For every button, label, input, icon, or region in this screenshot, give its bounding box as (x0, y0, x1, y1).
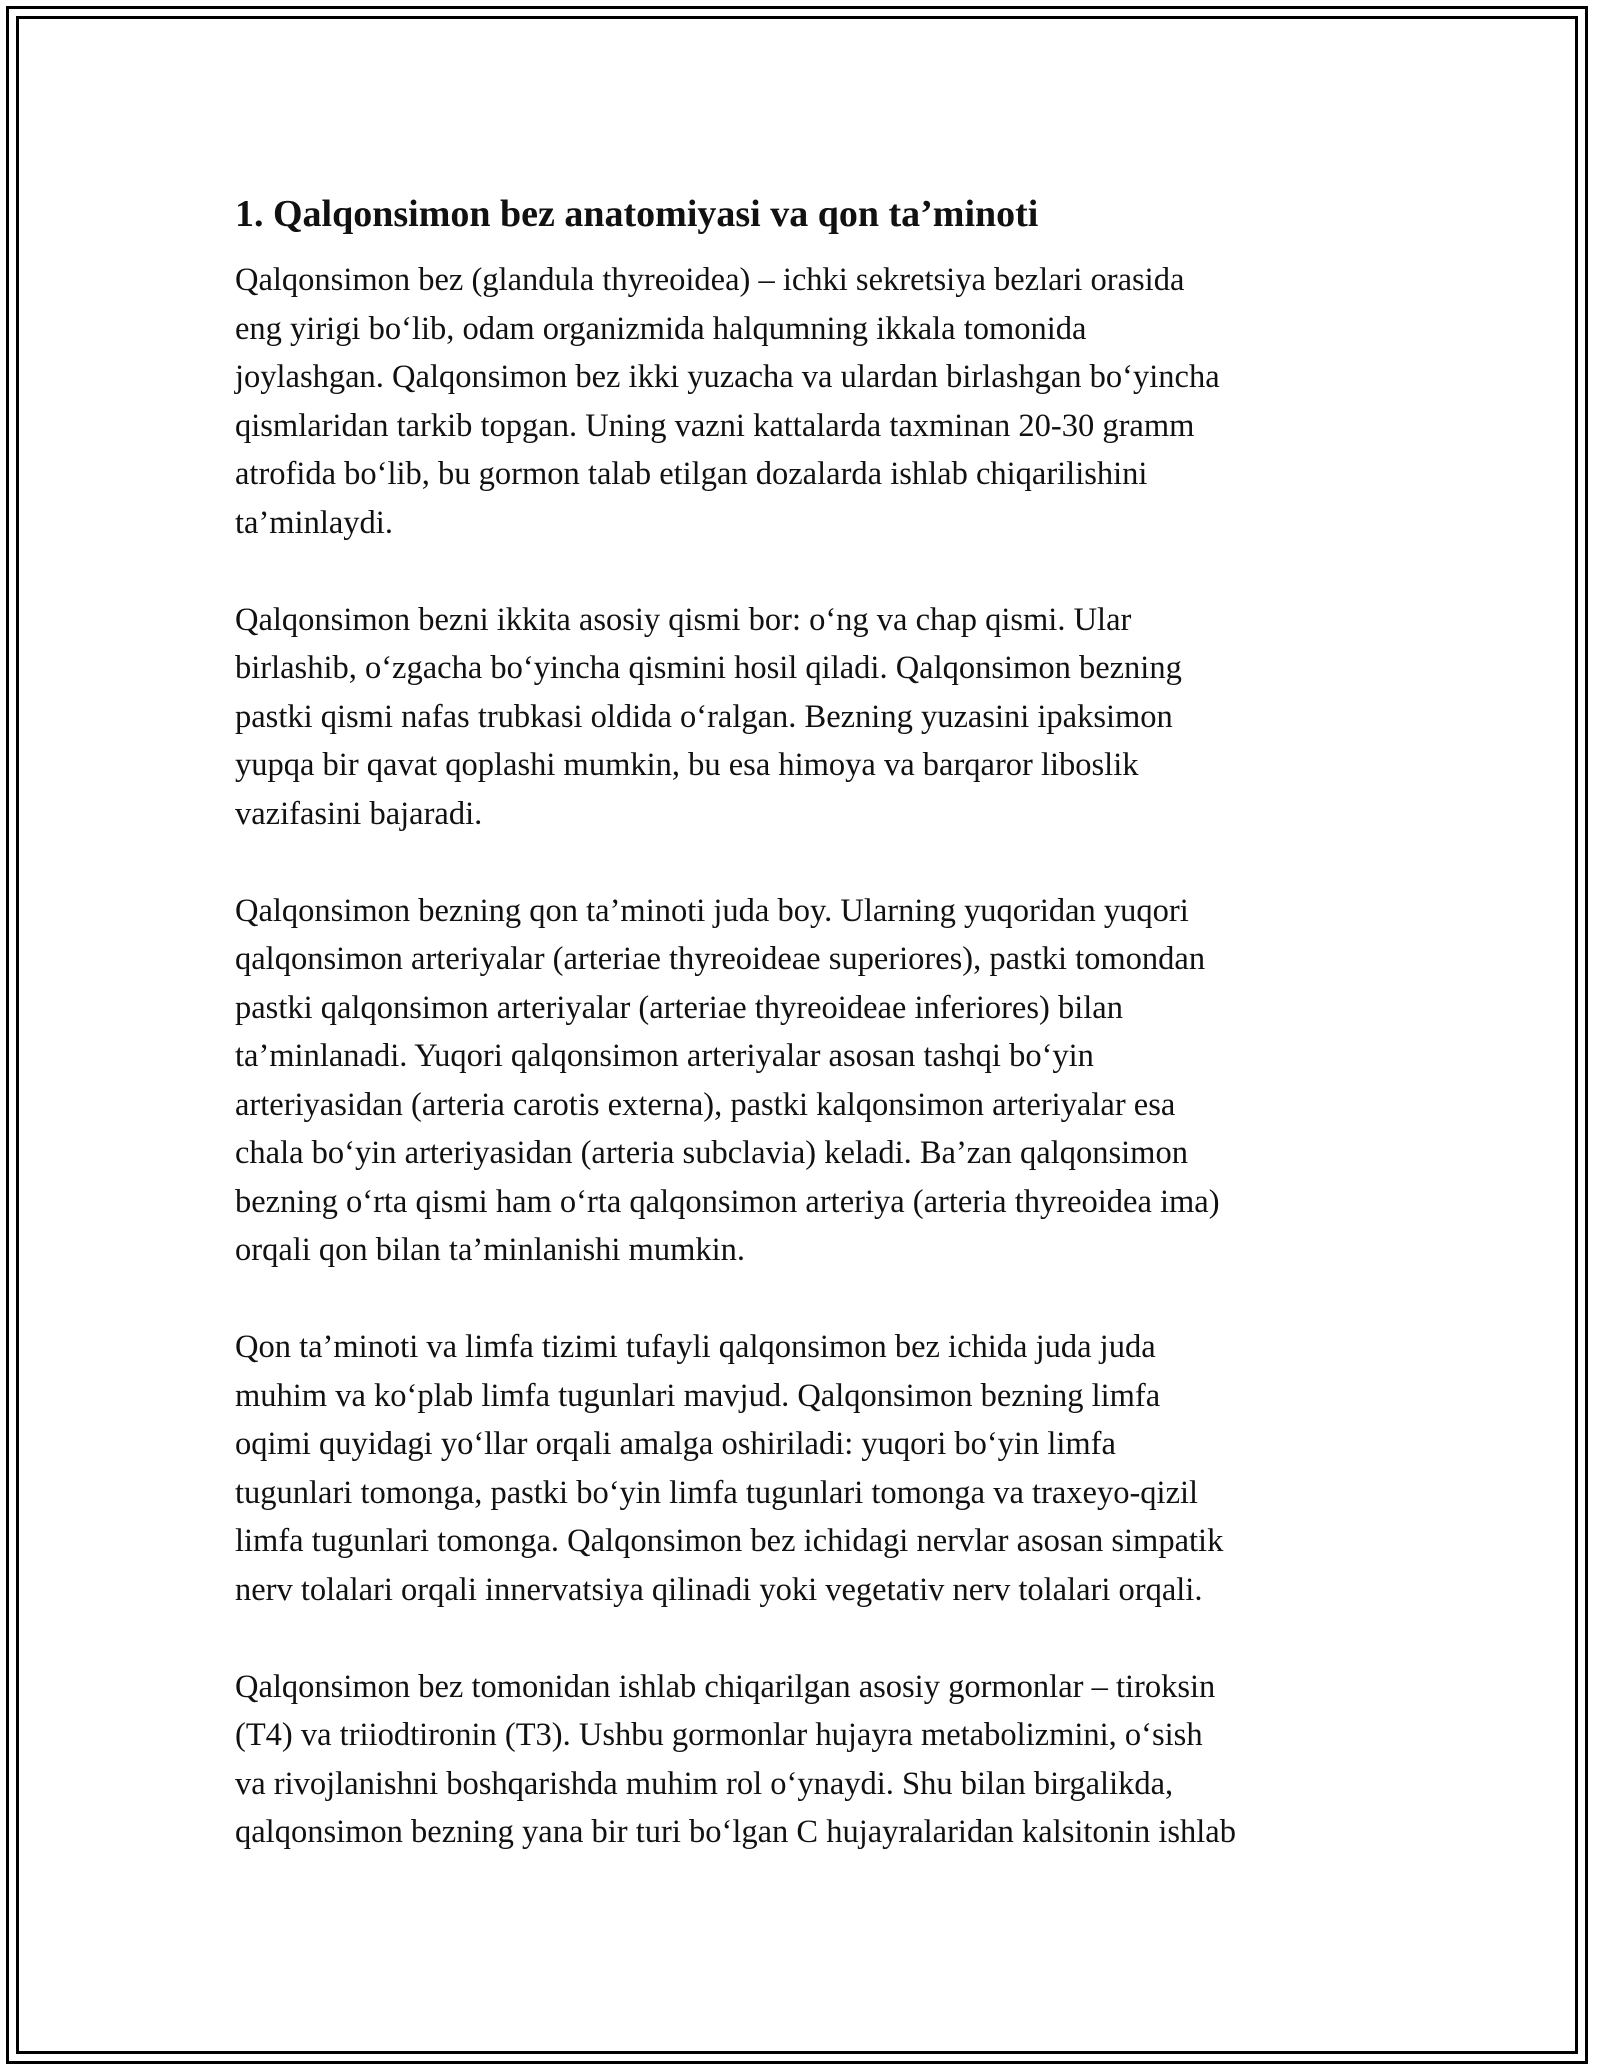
document-body (235, 186, 1375, 1905)
paragraph-blood-supply: Qalqonsimon bezning qon ta’minoti juda boy. Ularning yuqoridan yuqori qalqonsimon arteriyalar (arteriae thyreoideae superiores), pastki tomondan pastki qalqonsimon arteriyalar (arteriae thyreoideae inferiores) bilan ta’minlanadi. Yuqori qalqonsimon arteriyalar asosan tashqi bo‘yin arteriyasidan (arteria carotis externa), pastki kalqonsimon arteriyalar esa chala bo‘yin arteriyasidan (arteria subclavia) keladi. Ba’zan qalqonsimon bezning o‘rta qismi ham o‘rta qalqonsimon arteriya (arteria thyreoidea ima) orqali qon bilan ta’minlanishi mumkin. (235, 892, 1220, 1268)
paragraph-lymph-nerves: Qon ta’minoti va limfa tizimi tufayli qalqonsimon bez ichida juda juda muhim va ko‘plab limfa tugunlari mavjud. Qalqonsimon bezning limfa oqimi quyidagi yo‘llar orqali amalga oshiriladi: yuqori bo‘yin limfa tugunlari tomonga, pastki bo‘yin limfa tugunlari tomonga va traxeyo-qizil limfa tugunlari tomonga. Qalqonsimon bez ichidagi nervlar asosan simpatik nerv tolalari orqali innervatsiya qilinadi yoki vegetativ nerv tolalari orqali. (235, 1329, 1224, 1608)
section-heading: 1. Qalqonsimon bez anatomiyasi va qon ta’minoti (235, 193, 1039, 235)
paragraph-anatomy-intro: Qalqonsimon bez (glandula thyreoidea) – ichki sekretsiya bezlari orasida eng yirigi bo‘lib, odam organizmida halqumning ikkala tomonida joylashgan. Qalqonsimon bez ikki yuzacha va ulardan birlashgan bo‘yincha qismlaridan tarkib topgan. Uning vazni kattalarda taxminan 20-30 gramm atrofida bo‘lib, bu gormon talab etilgan dozalarda ishlab chiqarilishini ta’minlaydi. (235, 262, 1220, 541)
paragraph-lobes: Qalqonsimon bezni ikkita asosiy qismi bor: o‘ng va chap qismi. Ular birlashib, o‘zgacha bo‘yincha qismini hosil qiladi. Qalqonsimon bezning pastki qismi nafas trubkasi oldida o‘ralgan. Bezning yuzasini ipaksimon yupqa bir qavat qoplashi mumkin, bu esa himoya va barqaror liboslik vazifasini bajaradi. (235, 601, 1182, 832)
paragraph-hormones: Qalqonsimon bez tomonidan ishlab chiqarilgan asosiy gormonlar – tiroksin (T4) va triiodtironin (T3). Ushbu gormonlar hujayra metabolizmini, o‘sish va rivojlanishni boshqarishda muhim rol o‘ynaydi. Shu bilan birgalikda, qalqonsimon bezning yana bir turi bo‘lgan C hujayralaridan kalsitonin ishlab (235, 1668, 1236, 1850)
